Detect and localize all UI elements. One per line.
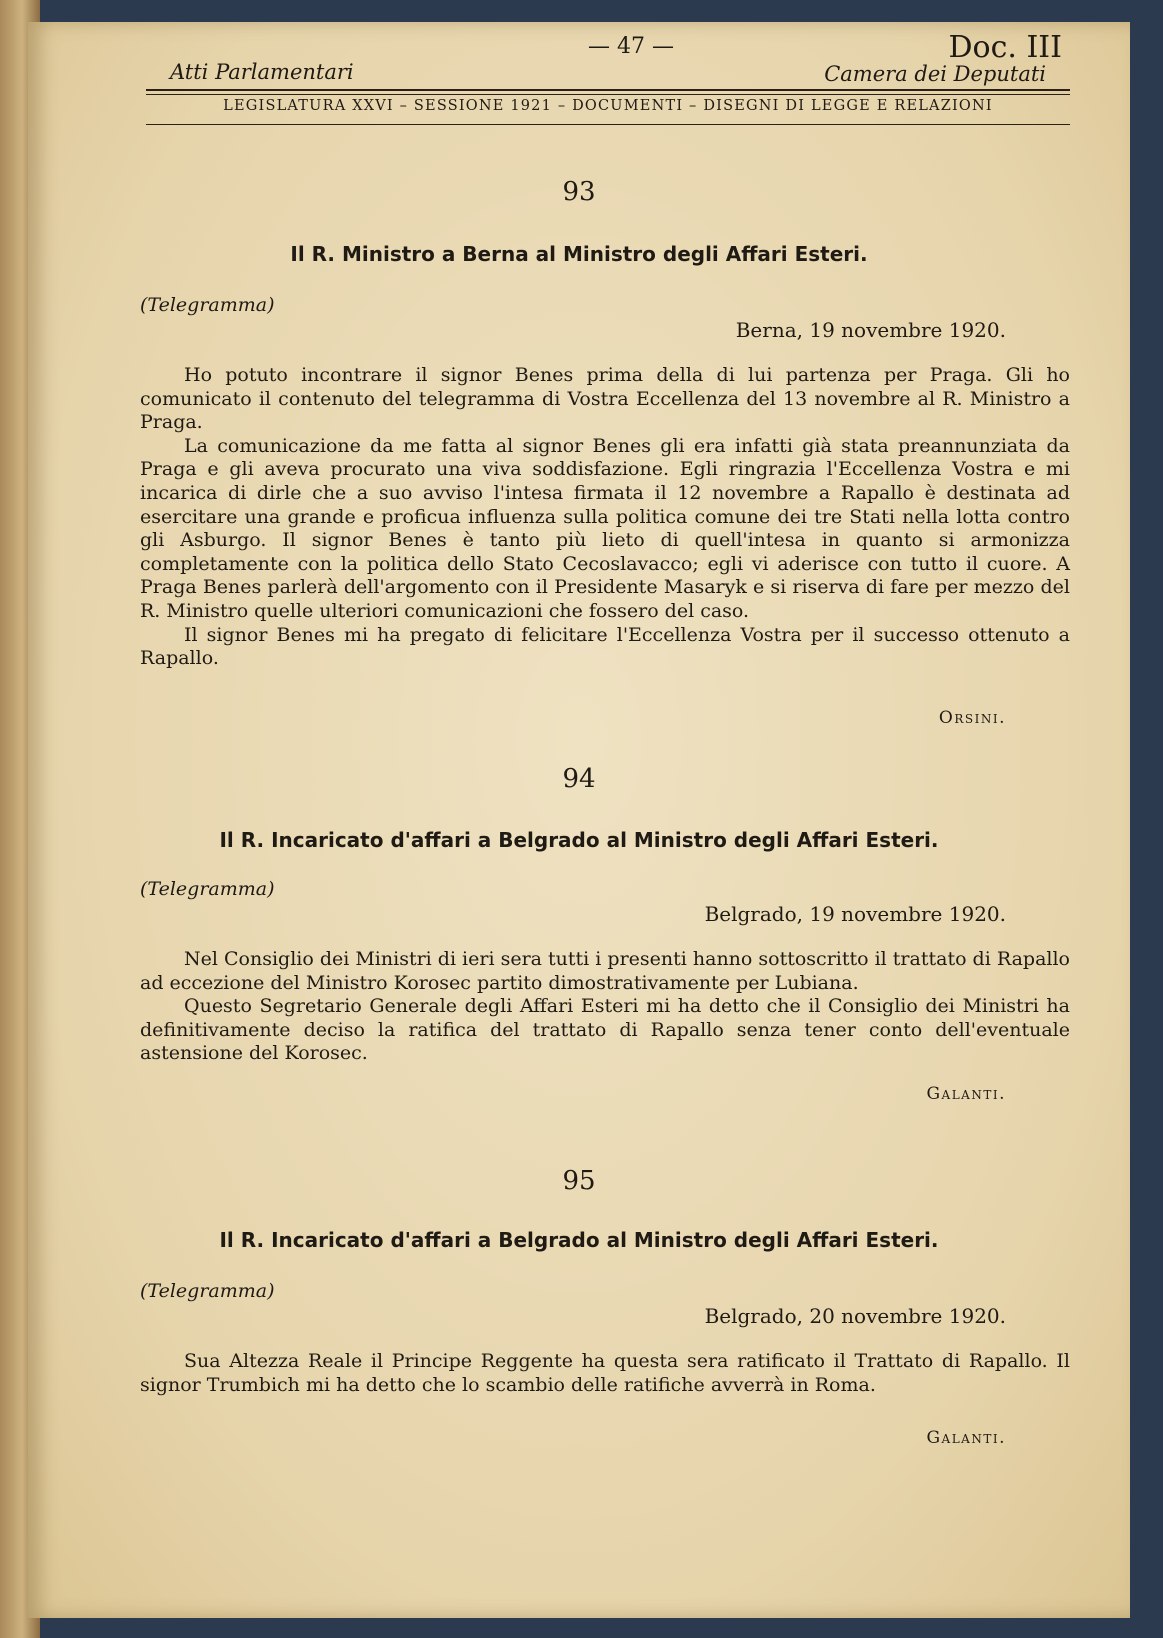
document-type: (Telegramma) bbox=[140, 878, 275, 900]
page-number: — 47 — bbox=[588, 34, 674, 59]
header-rule bbox=[146, 94, 1070, 95]
document-type: (Telegramma) bbox=[140, 294, 275, 316]
signature: Orsini. bbox=[938, 708, 1006, 728]
paragraph: Ho potuto incontrare il signor Benes prima della di lui partenza per Praga. Gli ho comunicato il contenuto del telegramma di Vostra Eccellenza del 13 novembre al R. Ministro a Praga. bbox=[140, 364, 1070, 434]
document-number: 95 bbox=[562, 1166, 596, 1196]
paragraph: Questo Segretario Generale degli Affari Esteri mi ha detto che il Consiglio dei Ministri ha definitivamente deciso la ratifica del trattato di Rapallo senza tener conto dell'eventuale astensione del Korosec. bbox=[140, 995, 1070, 1065]
document-body bbox=[140, 1350, 1070, 1397]
document-title: Il R. Ministro a Berna al Ministro degli Affari Esteri. bbox=[290, 242, 868, 266]
document-number: 94 bbox=[562, 764, 596, 794]
paragraph: Sua Altezza Reale il Principe Reggente ha questa sera ratificato il Trattato di Rapallo. Il signor Trumbich mi ha detto che lo scambio delle ratifiche avverrà in Roma. bbox=[140, 1350, 1070, 1396]
document-title: Il R. Incaricato d'affari a Belgrado al Ministro degli Affari Esteri. bbox=[219, 1228, 939, 1252]
paragraph: Nel Consiglio dei Ministri di ieri sera tutti i presenti hanno sottoscritto il trattato di Rapallo ad eccezione del Ministro Korosec partito dimostrativamente per Lubiana. bbox=[140, 948, 1070, 994]
signature: Galanti. bbox=[926, 1084, 1006, 1104]
dateline: Berna, 19 novembre 1920. bbox=[735, 318, 1006, 342]
header-left: Atti Parlamentari bbox=[170, 60, 354, 84]
paragraph: Il signor Benes mi ha pregato di felicitare l'Eccellenza Vostra per il successo ottenuto a Rapallo. bbox=[140, 623, 1070, 670]
header-right: Camera dei Deputati bbox=[824, 62, 1046, 86]
header-rule bbox=[146, 89, 1070, 91]
dateline: Belgrado, 19 novembre 1920. bbox=[704, 902, 1006, 926]
dateline: Belgrado, 20 novembre 1920. bbox=[704, 1304, 1006, 1328]
document-number: 93 bbox=[562, 177, 596, 207]
document-body bbox=[140, 948, 1070, 1066]
document-body bbox=[140, 364, 1070, 671]
paragraph: La comunicazione da me fatta al signor Benes gli era infatti già stata preannunziata da Praga e gli aveva procurato una viva soddisfazione. Egli ringrazia l'Eccellenza Vostra e mi incarica di dirle che a suo avviso l'intesa firmata il 12 novembre a Rapallo è destinata ad esercitare una grande e proficua influenza sulla politica comune dei tre Stati nella lotta contro gli Asburgo. Il signor Benes è tanto più lieto di quell'intesa in quanto si armonizza completamente con la politica dello Stato Cecoslavacco; egli vi aderisce con tutto il cuore. A Praga Benes parlerà dell'argomento con il Presidente Masaryk e si riserva di fare per mezzo del R. Ministro quelle ulteriori comunicazioni che fossero del caso. bbox=[140, 434, 1070, 622]
signature: Galanti. bbox=[926, 1428, 1006, 1448]
document-page bbox=[28, 22, 1130, 1618]
document-title: Il R. Incaricato d'affari a Belgrado al Ministro degli Affari Esteri. bbox=[219, 828, 939, 852]
document-type: (Telegramma) bbox=[140, 1280, 275, 1302]
header-subtitle: LEGISLATURA XXVI – SESSIONE 1921 – DOCUMENTI – DISEGNI DI LEGGE E RELAZIONI bbox=[223, 98, 993, 114]
header-rule bbox=[146, 124, 1070, 125]
doc-label: Doc. III bbox=[948, 30, 1062, 65]
